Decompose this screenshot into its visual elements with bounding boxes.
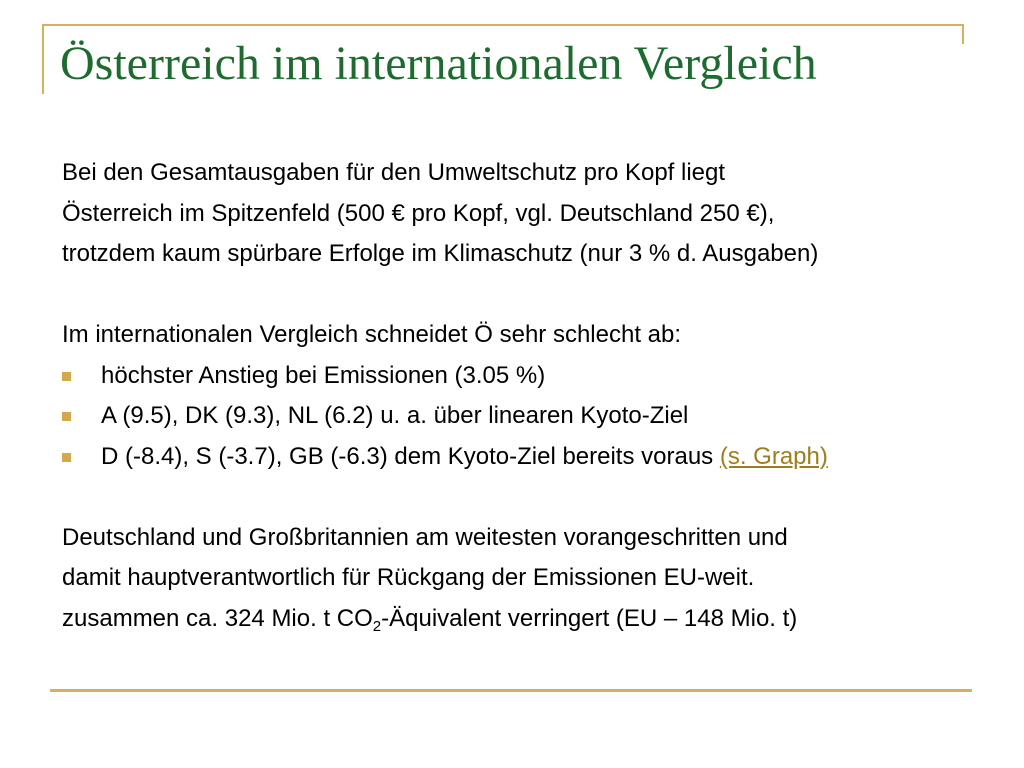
paragraph2-intro: Im internationalen Vergleich schneidet Ö sehr schlecht ab:	[62, 321, 682, 348]
paragraph1-line2: Österreich im Spitzenfeld (500 € pro Kopf, vgl. Deutschland 250 €),	[62, 199, 775, 227]
paragraph1-line1: Bei den Gesamtausgaben für den Umweltschutz pro Kopf liegt	[62, 159, 726, 186]
co2-text-before: zusammen ca. 324 Mio. t CO	[62, 604, 373, 632]
bullet-text: D (-8.4), S (-3.7), GB (-6.3) dem Kyoto-Ziel bereits voraus	[101, 442, 720, 470]
square-bullet-icon	[62, 453, 71, 462]
paragraph1-line3: trotzdem kaum spürbare Erfolge im Klimaschutz (nur 3 % d. Ausgaben)	[62, 240, 819, 267]
bullet-item	[62, 437, 982, 478]
slide-title: Österreich im internationalen Vergleich	[60, 37, 817, 90]
paragraph-spacer	[62, 477, 982, 518]
frame-bottom-line	[50, 689, 972, 692]
bullet-item	[62, 356, 982, 397]
paragraph-spacer	[62, 275, 982, 316]
bullet-text: höchster Anstieg bei Emissionen (3.05 %)	[101, 361, 546, 389]
frame-left-line	[42, 24, 44, 94]
square-bullet-icon	[62, 412, 71, 421]
slide-body	[62, 153, 982, 639]
co2-text-after: -Äquivalent verringert (EU – 148 Mio. t)	[381, 604, 798, 632]
paragraph3-line1: Deutschland und Großbritannien am weitesten vorangeschritten und	[62, 523, 788, 551]
bullet-text: A (9.5), DK (9.3), NL (6.2) u. a. über linearen Kyoto-Ziel	[101, 402, 689, 429]
co2-subscript: 2	[372, 617, 382, 635]
bullet-item	[62, 396, 982, 437]
square-bullet-icon	[62, 372, 71, 381]
paragraph3-line3	[62, 599, 982, 640]
graph-link[interactable]: (s. Graph)	[719, 442, 828, 470]
paragraph3-line2: damit hauptverantwortlich für Rückgang der Emissionen EU-weit.	[62, 564, 755, 591]
frame-right-line	[962, 24, 964, 44]
frame-top-line	[42, 24, 964, 26]
